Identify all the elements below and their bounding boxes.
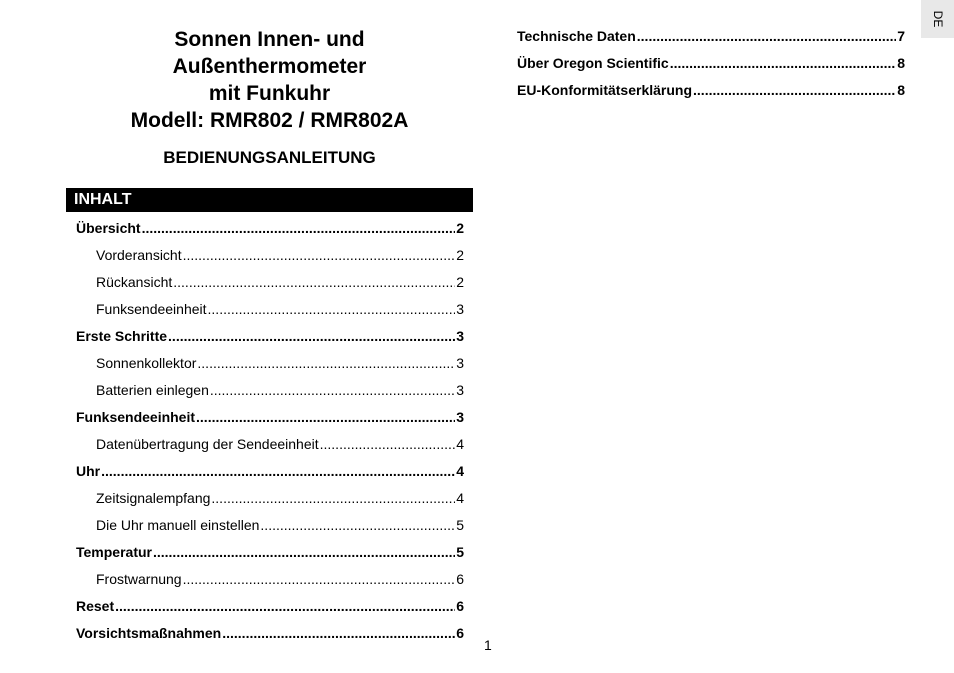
toc-entry-label: Über Oregon Scientific xyxy=(517,55,669,71)
toc-entry-page: 8 xyxy=(897,82,905,98)
toc-entry-page: 6 xyxy=(456,571,464,587)
document-subtitle: BEDIENUNGSANLEITUNG xyxy=(163,148,376,167)
toc-entry-page: 4 xyxy=(456,463,464,479)
toc-entry-label: Funksendeeinheit xyxy=(96,301,207,317)
toc-entry-page: 2 xyxy=(456,220,464,236)
toc-leader-dots xyxy=(320,431,456,458)
toc-leader-dots xyxy=(210,377,455,404)
toc-leader-dots xyxy=(211,485,455,512)
toc-entry-label: Erste Schritte xyxy=(76,328,168,344)
toc-entry-page: 2 xyxy=(456,274,464,290)
toc-entry[interactable] xyxy=(76,431,464,458)
toc-entry-page: 2 xyxy=(456,247,464,263)
toc-leader-dots xyxy=(153,539,455,566)
toc-left-column xyxy=(76,215,464,647)
toc-leader-dots xyxy=(183,242,456,269)
toc-entry-page: 6 xyxy=(456,625,464,641)
toc-entry[interactable] xyxy=(76,566,464,593)
toc-leader-dots xyxy=(208,296,456,323)
toc-entry-label: Batterien einlegen xyxy=(96,382,209,398)
toc-entry-label: Rückansicht xyxy=(96,274,173,290)
language-tab xyxy=(921,0,954,38)
toc-entry-label: Vorderansicht xyxy=(96,247,182,263)
title-line: mit Funkuhr xyxy=(208,82,331,105)
toc-entry-label: Vorsichtsmaßnahmen xyxy=(76,625,222,641)
toc-leader-dots xyxy=(222,620,455,647)
toc-entry-label: Technische Daten xyxy=(517,28,636,44)
toc-leader-dots xyxy=(260,512,455,539)
toc-entry[interactable] xyxy=(76,269,464,296)
toc-entry[interactable] xyxy=(76,539,464,566)
toc-leader-dots xyxy=(183,566,456,593)
title-line: Sonnen Innen- und xyxy=(174,28,365,51)
toc-entry-label: Datenübertragung der Sendeeinheit xyxy=(96,436,319,452)
toc-leader-dots xyxy=(101,458,455,485)
toc-leader-dots xyxy=(670,50,897,77)
toc-entry-label: Frostwarnung xyxy=(96,571,182,587)
toc-entry-page: 3 xyxy=(456,355,464,371)
toc-leader-dots xyxy=(115,593,455,620)
toc-entry[interactable] xyxy=(517,50,905,77)
toc-leader-dots xyxy=(196,404,455,431)
toc-entry-label: Die Uhr manuell einstellen xyxy=(96,517,260,533)
toc-entry-label: Zeitsignalempfang xyxy=(96,490,211,506)
toc-entry-label: Temperatur xyxy=(76,544,152,560)
toc-leader-dots xyxy=(197,350,455,377)
title-line: Außenthermometer xyxy=(172,55,367,78)
toc-entry[interactable] xyxy=(76,377,464,404)
toc-entry-page: 5 xyxy=(456,544,464,560)
toc-entry-page: 3 xyxy=(456,409,464,425)
document-title xyxy=(66,26,473,134)
toc-leader-dots xyxy=(168,323,455,350)
toc-entry[interactable] xyxy=(517,23,905,50)
toc-leader-dots xyxy=(173,269,455,296)
toc-entry[interactable] xyxy=(517,77,905,104)
title-line: Modell: RMR802 / RMR802A xyxy=(130,109,409,132)
toc-entry-label: Sonnenkollektor xyxy=(96,355,197,371)
toc-entry[interactable] xyxy=(76,350,464,377)
toc-entry[interactable] xyxy=(76,593,464,620)
toc-right-column xyxy=(517,23,905,104)
toc-entry-page: 6 xyxy=(456,598,464,614)
toc-entry[interactable] xyxy=(76,458,464,485)
toc-leader-dots xyxy=(693,77,896,104)
toc-entry[interactable] xyxy=(76,485,464,512)
toc-entry-page: 3 xyxy=(456,382,464,398)
toc-header: INHALT xyxy=(66,188,473,212)
toc-entry-page: 3 xyxy=(456,328,464,344)
toc-entry-label: Uhr xyxy=(76,463,101,479)
toc-leader-dots xyxy=(637,23,896,50)
toc-leader-dots xyxy=(142,215,456,242)
toc-entry-label: Übersicht xyxy=(76,220,141,236)
toc-entry-label: Funksendeeinheit xyxy=(76,409,196,425)
toc-entry-page: 7 xyxy=(897,28,905,44)
toc-entry[interactable] xyxy=(76,512,464,539)
toc-entry[interactable] xyxy=(76,323,464,350)
page-number: 1 xyxy=(484,637,492,653)
toc-entry-page: 8 xyxy=(897,55,905,71)
toc-entry-label: EU-Konformitätserklärung xyxy=(517,82,693,98)
toc-entry-label: Reset xyxy=(76,598,115,614)
toc-entry-page: 3 xyxy=(456,301,464,317)
toc-entry[interactable] xyxy=(76,242,464,269)
toc-entry[interactable] xyxy=(76,215,464,242)
toc-entry-page: 5 xyxy=(456,517,464,533)
toc-entry[interactable] xyxy=(76,296,464,323)
toc-entry-page: 4 xyxy=(456,490,464,506)
toc-entry[interactable] xyxy=(76,620,464,647)
language-tab-label: DE xyxy=(930,10,945,28)
toc-entry[interactable] xyxy=(76,404,464,431)
toc-entry-page: 4 xyxy=(456,436,464,452)
